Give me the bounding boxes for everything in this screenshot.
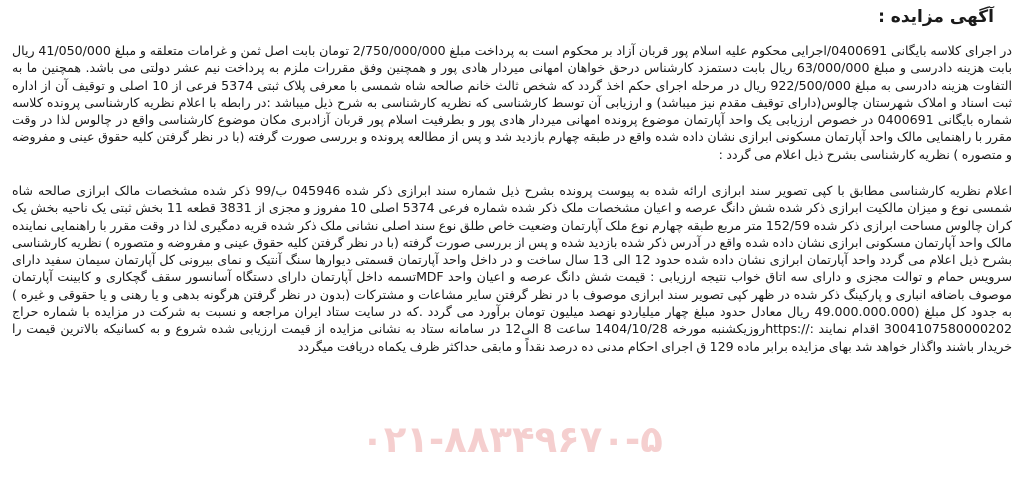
notice-paragraph-1: در اجرای کلاسه بایگانی 0400691/اجرایی محکوم علیه اسلام پور قربان آزاد بر محکوم است به پرداخت مبلغ 2/750/000/000 تومان بابت اصل ثمن و غرامات متعلقه و مبلغ 41/050/000 ریال بابت هزینه دادرسی و مبلغ 63/000/000 ریال بابت دستمزد کارشناس درحق خواهان امهانی میردار هادی پور و همچنین وفق مقررات ملزم به پرداخت نیم عشر دولتی می باشد. همچنین ما به التفاوت هزینه دادرسی به مبلغ 922/500/000 ریال در مرحله اجرای حکم اخذ گردد که شخص ثالث خانم صالحه شاه شمسی با معرفی پلاک ثبتی 5374 فرعی از 10 اصلی و توقیف آن از اداره ثبت اسناد و املاک شهرستان چالوس(دارای توقیف مقدم نیز میباشد) و ارزیابی آن توسط کارشناسی که نظریه کارشناسی به شرح ذیل میباشد :در رابطه با اعلام نظریه کارشناسی پرونده کلاسه شماره بایگانی 0400691 در خصوص ارزیابی یک واحد آپارتمان موضوع پرونده امهانی میردار هادی پور و بطرفیت اسلام پور قربان آزادبری مکان موضوع کارشناسی واقع در چالوس لذا در وقت مقرر با راهنمایی مالک واحد آپارتمان مسکونی ابرازی نشان داده شده واقع در طبقه چهارم بازدید شد و پس از مطالعه پرونده و بررسی صورت گرفته (با در نظر گرفتن کلیه حقوق عینی و مفروضه و متصوره ) نظریه کارشناسی بشرح ذیل اعلام می گردد : <box>12 43 1013 162</box>
notice-paragraph-2: اعلام نظریه کارشناسی مطابق با کپی تصویر سند ابرازی ارائه شده به پیوست پرونده بشرح ذیل شماره سند ابرازی ذکر شده 045946 ب/99 ذکر شده مشخصات مالک ابرازی صالحه شاه شمسی نوع و میزان مالکیت ابرازی ذکر شده شش دانگ عرصه و اعیان مشخصات ملک ذکر شده شماره فرعی 5374 اصلی 10 مفروز و مجزی از 3831 قطعه 11 بخش ثبتی یک ناحیه بخش یک کران چالوس مساحت ابرازی ذکر شده 152/59 متر مربع طبقه چهارم نوع ملک آپارتمان وضعیت خاص طلق نوع سند اصلی نشانی ملک ذکر شده قریه دمگیری لذا در وقت مقرر با راهنمایی نماینده مالک واحد آپارتمان مسکونی ابرازی نشان داده شده واقع در آدرس ذکر شده بازدید شده و پس از بررسی صورت گرفته (با در نظر گرفتن کلیه حقوق عینی و مفروضه و متصوره ) نظریه کارشناسی بشرح ذیل اعلام می گردد واحد آپارتمان ابرازی نشان داده شده حدود 12 الی 13 سال ساخت و در داخل واحد آپارتمان قسمتی دیوارها سنگ آنتیک و نمای بیرونی کل آپارتمان سیمان سفید دارای سرویس حمام و توالت مجزی و دارای سه اتاق خواب نتیجه ارزیابی : قیمت شش دانگ عرصه و اعیان واحد MDFتسمه داخل آپارتمان دارای دستگاه آسانسور سقف گچکاری و کابینت آپارتمان موصوف باضافه انباری و پارکینگ ذکر شده در ظهر کپی تصویر سند ابرازی موصوف با در نظر گرفتن سایر مشاعات و مشترکات (بدون در نظر گرفتن هرگونه بدهی و یا رهنی و یا حقوقی و غیره ) به جدود کل مبلغ (49.000.000.000 ریال معادل حدود مبلغ چهار میلیاردو نهصد میلیون تومان برآورد می گردد .که در سایت ستاد ایران مراجعه و نسبت به شرکت در مزایده با شماره حراج 3004107580000202 اقدام نمایند ://:httpsروزیکشنبه مورخه 1404/10/28 ساعت 8 الی12 در سامانه ستاد به نشانی مزایده از قیمت ارزیابی شده شروع و به کسانیکه بالاترین قیمت را خریدار باشند واگذار خواهد شد بهای مزایده برابر ماده 129 ق اجرای احکام مدنی ده درصد نقداً و مابقی حداکثر ظرف یکماه دریافت میگردد <box>12 183 1013 354</box>
phone-watermark: ۰۲۱-۸۸۳۴۹۶۷۰-۵ <box>361 418 663 461</box>
notice-title: آگهی مزایده : <box>878 7 994 27</box>
